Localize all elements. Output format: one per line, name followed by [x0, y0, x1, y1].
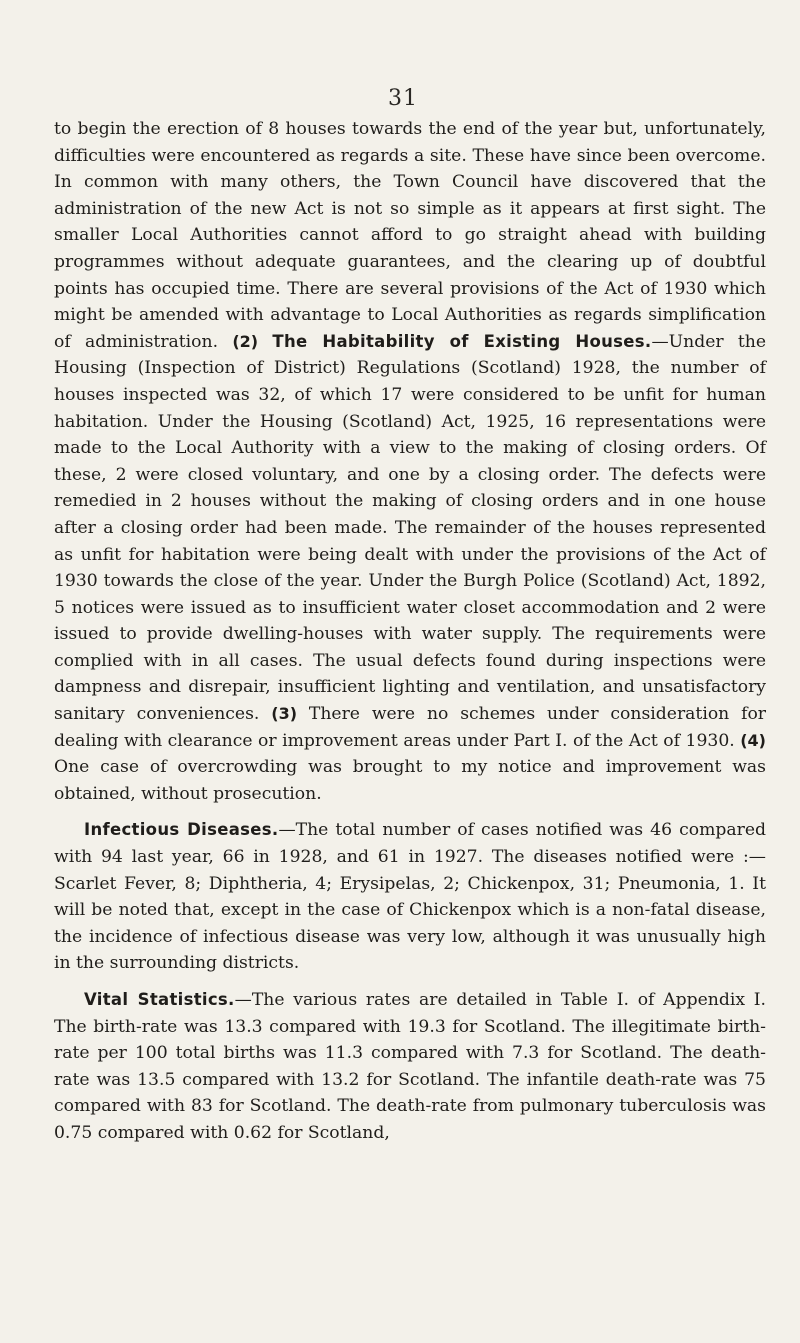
- vital-statistics-section: [54, 987, 766, 1147]
- item-2-number: (2): [232, 331, 259, 351]
- vital-statistics-paragraph: [54, 987, 766, 1147]
- infectious-diseases-paragraph: [54, 817, 766, 977]
- housing-section: [54, 116, 766, 807]
- item-3-text: There were no schemes under consideration for dealing with clearance or improvement areas under Part I. of the Act of 1930.: [54, 704, 767, 751]
- infectious-diseases-heading: Infectious Diseases.: [84, 820, 279, 840]
- item-4-number: (4): [740, 730, 766, 750]
- page-number: 31: [388, 86, 418, 111]
- vital-statistics-text: —The various rates are detailed in Table I. of Appendix I. The birth-rate was 13.3 compared with 19.3 for Scotland. The illegitimate birth-rate per 100 total births was 11.3 compared with 7.3 for Scotland. The death-rate was 13.5 compared with 13.2 for Scotland. The infantile death-rate was 75 compared with 83 for Scotland. The death-rate from pulmonary tuberculosis was 0.75 compared with 0.62 for Scotland,: [54, 990, 766, 1143]
- infectious-diseases-text: —The total number of cases notified was 46 compared with 94 last year, 66 in 1928, and 61 in 1927. The diseases notified were :—Scarlet Fever, 8; Diphtheria, 4; Erysipelas, 2; Chickenpox, 31; Pneumonia, 1. It will be noted that, except in the case of Chickenpox which is a non-fatal disease, the incidence of infectious disease was very low, although it was unusually high in the surrounding districts.: [54, 820, 767, 974]
- housing-intro-text: to begin the erection of 8 houses towards the end of the year but, unfortunately, difficulties were encountered as regards a site. These have since been overcome. In common with many others, the Town Council have discovered that the administration of the new Act is not so simple as it appears at first sight. The smaller Local Authorities cannot afford to go straight ahead with building programmes without adequate guarantees, and the clearing up of doubtful points has occupied time. There are several provisions of the Act of 1930 which might be amended with advantage to Local Authorities as regards simplification of administration.: [54, 119, 766, 352]
- housing-intro-paragraph: [54, 116, 766, 807]
- item-3-number: (3): [271, 704, 298, 724]
- vital-statistics-heading: Vital Statistics.: [84, 990, 235, 1009]
- page-body: [54, 88, 766, 1147]
- item-2-text: —Under the Housing (Inspection of District) Regulations (Scotland) 1928, the number of houses inspected was 32, of which 17 were considered to be unfit for human habitation. Under the Housing (Scotland) Act, 1925, 16 representations were made to the Local Authority with a view to the making of closing orders. Of these, 2 were closed voluntary, and one by a closing order. The defects were remedied in 2 houses without the making of closing orders and in one house after a closing order had been made. The remainder of the houses represented as unfit for habitation were being dealt with under the provisions of the Act of 1930 towards the close of the year. Under the Burgh Police (Scotland) Act, 1892, 5 notices were issued as to insufficient water closet accommodation and 2 were issued to provide dwelling-houses with water supply. The requirements were complied with in all cases. The usual defects found during inspections were dampness and disrepair, insufficient lighting and ventilation, and unsatisfactory sanitary conveniences.: [54, 331, 767, 725]
- infectious-diseases-section: [54, 817, 766, 977]
- item-2-heading: The Habitability of Existing Houses.: [272, 331, 652, 351]
- item-4-text: One case of overcrowding was brought to my notice and improvement was obtained, without prosecution.: [54, 757, 766, 804]
